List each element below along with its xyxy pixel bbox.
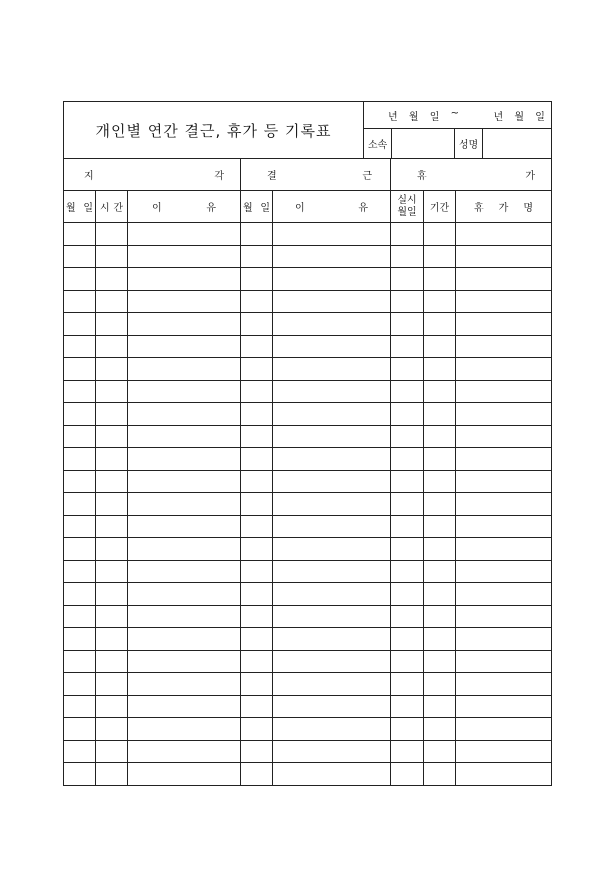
cell-leave-name[interactable]	[456, 448, 552, 471]
col-leave-actual-date	[391, 191, 424, 223]
cell-absence-reason[interactable]	[273, 650, 391, 673]
cell-tardy-reason[interactable]	[128, 493, 241, 516]
cell-leave-period[interactable]	[424, 223, 456, 246]
cell-leave-period[interactable]	[424, 583, 456, 606]
cell-leave-actual-date[interactable]	[391, 268, 424, 291]
cell-absence-reason[interactable]	[273, 718, 391, 741]
cell-tardy-month-day[interactable]	[64, 695, 96, 718]
cell-leave-period[interactable]	[424, 313, 456, 336]
table-row	[64, 560, 552, 583]
cell-leave-actual-date[interactable]	[391, 470, 424, 493]
cell-tardy-month-day[interactable]	[64, 290, 96, 313]
section-tardy-char1: 지	[84, 171, 94, 182]
cell-absence-reason[interactable]	[273, 493, 391, 516]
table-row	[64, 290, 552, 313]
records-table	[63, 158, 552, 786]
cell-leave-name[interactable]	[456, 740, 552, 763]
cell-absence-month-day[interactable]	[241, 448, 273, 471]
cell-leave-period[interactable]	[424, 763, 456, 786]
section-leave-char1: 휴	[417, 171, 427, 182]
cell-leave-actual-date[interactable]	[391, 560, 424, 583]
cell-leave-period[interactable]	[424, 515, 456, 538]
cell-absence-month-day[interactable]	[241, 493, 273, 516]
cell-leave-name[interactable]	[456, 763, 552, 786]
cell-tardy-reason[interactable]	[128, 245, 241, 268]
cell-tardy-time[interactable]	[96, 605, 128, 628]
cell-leave-actual-date[interactable]	[391, 448, 424, 471]
cell-leave-actual-date[interactable]	[391, 763, 424, 786]
col-absence-reason	[273, 191, 391, 223]
cell-absence-reason[interactable]	[273, 740, 391, 763]
col-leave-period: 기간	[424, 191, 456, 223]
cell-leave-period[interactable]	[424, 538, 456, 561]
cell-absence-reason[interactable]	[273, 673, 391, 696]
cell-absence-reason[interactable]	[273, 763, 391, 786]
cell-leave-name[interactable]	[456, 223, 552, 246]
cell-leave-actual-date[interactable]	[391, 740, 424, 763]
section-absence-char1: 결	[267, 171, 277, 182]
cell-tardy-month-day[interactable]	[64, 583, 96, 606]
table-row	[64, 605, 552, 628]
cell-tardy-time[interactable]	[96, 403, 128, 426]
col-absence-month-day	[241, 191, 273, 223]
cell-absence-month-day[interactable]	[241, 358, 273, 381]
cell-leave-period[interactable]	[424, 470, 456, 493]
col-tardy-reason-char1: 이	[152, 203, 162, 214]
cell-tardy-time[interactable]	[96, 673, 128, 696]
cell-absence-month-day[interactable]	[241, 313, 273, 336]
cell-absence-reason[interactable]	[273, 268, 391, 291]
col-tardy-reason-char2: 유	[206, 203, 216, 214]
name-field[interactable]	[483, 129, 552, 159]
cell-absence-month-day[interactable]	[241, 763, 273, 786]
cell-absence-month-day[interactable]	[241, 605, 273, 628]
cell-tardy-reason[interactable]	[128, 335, 241, 358]
section-absence	[241, 159, 391, 191]
cell-absence-reason[interactable]	[273, 560, 391, 583]
cell-absence-month-day[interactable]	[241, 470, 273, 493]
cell-leave-period[interactable]	[424, 335, 456, 358]
table-row	[64, 673, 552, 696]
col-leave-actual-line2: 월일	[397, 206, 417, 218]
cell-leave-period[interactable]	[424, 448, 456, 471]
table-row	[64, 718, 552, 741]
cell-absence-reason[interactable]	[273, 223, 391, 246]
cell-tardy-month-day[interactable]	[64, 268, 96, 291]
cell-absence-month-day[interactable]	[241, 425, 273, 448]
cell-tardy-time[interactable]	[96, 358, 128, 381]
col-leave-name-char1: 휴	[474, 203, 484, 214]
period-end-month: 월	[514, 111, 525, 123]
col-tardy-day: 일	[83, 203, 93, 214]
cell-tardy-month-day[interactable]	[64, 538, 96, 561]
col-tardy-time-char1: 시	[100, 203, 110, 214]
table-row	[64, 313, 552, 336]
cell-tardy-reason[interactable]	[128, 628, 241, 651]
cell-tardy-time[interactable]	[96, 313, 128, 336]
cell-absence-reason[interactable]	[273, 605, 391, 628]
cell-absence-reason[interactable]	[273, 245, 391, 268]
col-leave-name	[456, 191, 552, 223]
col-absence-reason-char1: 이	[295, 203, 305, 214]
cell-leave-actual-date[interactable]	[391, 583, 424, 606]
cell-tardy-time[interactable]	[96, 763, 128, 786]
col-tardy-time	[96, 191, 128, 223]
affiliation-label: 소속	[364, 129, 392, 159]
cell-absence-reason[interactable]	[273, 695, 391, 718]
cell-absence-month-day[interactable]	[241, 290, 273, 313]
cell-tardy-reason[interactable]	[128, 560, 241, 583]
cell-tardy-month-day[interactable]	[64, 718, 96, 741]
cell-leave-name[interactable]	[456, 403, 552, 426]
cell-leave-actual-date[interactable]	[391, 650, 424, 673]
cell-leave-period[interactable]	[424, 605, 456, 628]
table-row	[64, 515, 552, 538]
col-absence-day: 일	[260, 203, 270, 214]
period-end-year: 년	[493, 111, 504, 123]
cell-tardy-time[interactable]	[96, 223, 128, 246]
cell-tardy-month-day[interactable]	[64, 245, 96, 268]
cell-absence-month-day[interactable]	[241, 718, 273, 741]
cell-absence-reason[interactable]	[273, 538, 391, 561]
cell-leave-actual-date[interactable]	[391, 290, 424, 313]
cell-leave-actual-date[interactable]	[391, 718, 424, 741]
cell-absence-reason[interactable]	[273, 403, 391, 426]
cell-absence-reason[interactable]	[273, 313, 391, 336]
cell-leave-name[interactable]	[456, 268, 552, 291]
cell-leave-name[interactable]	[456, 380, 552, 403]
cell-leave-period[interactable]	[424, 245, 456, 268]
period-start-month: 월	[408, 111, 419, 123]
cell-tardy-reason[interactable]	[128, 650, 241, 673]
cell-absence-month-day[interactable]	[241, 673, 273, 696]
cell-leave-name[interactable]	[456, 470, 552, 493]
cell-tardy-month-day[interactable]	[64, 493, 96, 516]
cell-tardy-month-day[interactable]	[64, 628, 96, 651]
cell-leave-name[interactable]	[456, 313, 552, 336]
cell-tardy-time[interactable]	[96, 245, 128, 268]
cell-leave-actual-date[interactable]	[391, 313, 424, 336]
cell-absence-month-day[interactable]	[241, 223, 273, 246]
col-tardy-reason	[128, 191, 241, 223]
cell-tardy-reason[interactable]	[128, 763, 241, 786]
cell-tardy-month-day[interactable]	[64, 358, 96, 381]
cell-tardy-time[interactable]	[96, 695, 128, 718]
cell-leave-period[interactable]	[424, 560, 456, 583]
cell-absence-month-day[interactable]	[241, 560, 273, 583]
cell-tardy-reason[interactable]	[128, 718, 241, 741]
cell-tardy-month-day[interactable]	[64, 515, 96, 538]
col-leave-name-char3: 명	[523, 203, 533, 214]
cell-tardy-reason[interactable]	[128, 583, 241, 606]
cell-leave-name[interactable]	[456, 358, 552, 381]
cell-leave-period[interactable]	[424, 493, 456, 516]
cell-leave-name[interactable]	[456, 718, 552, 741]
cell-tardy-reason[interactable]	[128, 673, 241, 696]
cell-absence-month-day[interactable]	[241, 515, 273, 538]
section-tardy	[64, 159, 241, 191]
table-row	[64, 358, 552, 381]
cell-tardy-time[interactable]	[96, 290, 128, 313]
cell-tardy-reason[interactable]	[128, 515, 241, 538]
cell-leave-name[interactable]	[456, 583, 552, 606]
cell-absence-reason[interactable]	[273, 425, 391, 448]
cell-tardy-reason[interactable]	[128, 380, 241, 403]
cell-tardy-reason[interactable]	[128, 290, 241, 313]
cell-leave-period[interactable]	[424, 425, 456, 448]
cell-leave-period[interactable]	[424, 740, 456, 763]
period-cell	[364, 102, 552, 129]
col-absence-month: 월	[243, 203, 253, 214]
cell-leave-name[interactable]	[456, 425, 552, 448]
cell-leave-actual-date[interactable]	[391, 673, 424, 696]
cell-tardy-reason[interactable]	[128, 313, 241, 336]
cell-tardy-time[interactable]	[96, 538, 128, 561]
cell-absence-month-day[interactable]	[241, 245, 273, 268]
form-title: 개인별 연간 결근, 휴가 등 기록표	[64, 102, 364, 159]
table-row	[64, 493, 552, 516]
cell-leave-actual-date[interactable]	[391, 245, 424, 268]
cell-absence-month-day[interactable]	[241, 650, 273, 673]
cell-leave-period[interactable]	[424, 695, 456, 718]
table-row	[64, 763, 552, 786]
cell-leave-actual-date[interactable]	[391, 515, 424, 538]
cell-leave-name[interactable]	[456, 650, 552, 673]
cell-tardy-time[interactable]	[96, 718, 128, 741]
cell-tardy-reason[interactable]	[128, 358, 241, 381]
period-end-day: 일	[535, 111, 545, 123]
table-row	[64, 628, 552, 651]
cell-tardy-time[interactable]	[96, 740, 128, 763]
table-row	[64, 470, 552, 493]
cell-tardy-time[interactable]	[96, 560, 128, 583]
cell-absence-month-day[interactable]	[241, 403, 273, 426]
name-label: 성명	[455, 129, 483, 159]
cell-absence-month-day[interactable]	[241, 695, 273, 718]
cell-leave-period[interactable]	[424, 358, 456, 381]
form-header	[63, 101, 552, 159]
cell-absence-reason[interactable]	[273, 380, 391, 403]
cell-leave-name[interactable]	[456, 560, 552, 583]
cell-tardy-time[interactable]	[96, 493, 128, 516]
table-row	[64, 538, 552, 561]
cell-leave-actual-date[interactable]	[391, 380, 424, 403]
cell-tardy-time[interactable]	[96, 268, 128, 291]
cell-absence-reason[interactable]	[273, 515, 391, 538]
cell-absence-month-day[interactable]	[241, 335, 273, 358]
cell-tardy-month-day[interactable]	[64, 448, 96, 471]
table-row	[64, 403, 552, 426]
cell-leave-actual-date[interactable]	[391, 538, 424, 561]
cell-tardy-month-day[interactable]	[64, 605, 96, 628]
cell-tardy-reason[interactable]	[128, 470, 241, 493]
cell-tardy-time[interactable]	[96, 515, 128, 538]
cell-absence-month-day[interactable]	[241, 268, 273, 291]
cell-leave-period[interactable]	[424, 650, 456, 673]
cell-tardy-time[interactable]	[96, 380, 128, 403]
cell-tardy-month-day[interactable]	[64, 403, 96, 426]
cell-leave-actual-date[interactable]	[391, 605, 424, 628]
cell-tardy-reason[interactable]	[128, 268, 241, 291]
cell-absence-month-day[interactable]	[241, 380, 273, 403]
cell-leave-period[interactable]	[424, 290, 456, 313]
table-row	[64, 695, 552, 718]
cell-tardy-time[interactable]	[96, 470, 128, 493]
record-form	[63, 101, 551, 786]
table-row	[64, 335, 552, 358]
cell-absence-month-day[interactable]	[241, 538, 273, 561]
cell-tardy-reason[interactable]	[128, 448, 241, 471]
cell-absence-reason[interactable]	[273, 448, 391, 471]
cell-leave-period[interactable]	[424, 628, 456, 651]
period-separator: ~	[450, 107, 460, 119]
table-row	[64, 583, 552, 606]
cell-leave-actual-date[interactable]	[391, 425, 424, 448]
table-row	[64, 380, 552, 403]
cell-tardy-reason[interactable]	[128, 538, 241, 561]
cell-leave-period[interactable]	[424, 718, 456, 741]
cell-absence-reason[interactable]	[273, 335, 391, 358]
table-row	[64, 425, 552, 448]
cell-tardy-reason[interactable]	[128, 223, 241, 246]
cell-tardy-time[interactable]	[96, 628, 128, 651]
cell-tardy-month-day[interactable]	[64, 380, 96, 403]
cell-tardy-month-day[interactable]	[64, 763, 96, 786]
cell-leave-name[interactable]	[456, 245, 552, 268]
cell-leave-period[interactable]	[424, 673, 456, 696]
cell-absence-month-day[interactable]	[241, 628, 273, 651]
cell-leave-actual-date[interactable]	[391, 358, 424, 381]
table-row	[64, 650, 552, 673]
col-leave-actual-line1: 실시	[397, 194, 417, 206]
cell-leave-actual-date[interactable]	[391, 403, 424, 426]
col-tardy-time-char2: 간	[113, 203, 123, 214]
cell-leave-period[interactable]	[424, 268, 456, 291]
col-leave-name-char2: 가	[498, 203, 509, 214]
cell-tardy-month-day[interactable]	[64, 335, 96, 358]
cell-absence-month-day[interactable]	[241, 740, 273, 763]
cell-leave-actual-date[interactable]	[391, 628, 424, 651]
cell-leave-name[interactable]	[456, 695, 552, 718]
table-row	[64, 223, 552, 246]
col-tardy-month: 월	[66, 203, 76, 214]
cell-leave-name[interactable]	[456, 628, 552, 651]
section-absence-char2: 근	[362, 171, 372, 182]
cell-tardy-reason[interactable]	[128, 740, 241, 763]
cell-leave-name[interactable]	[456, 538, 552, 561]
section-leave-char2: 가	[525, 171, 535, 182]
cell-absence-reason[interactable]	[273, 583, 391, 606]
col-absence-reason-char2: 유	[358, 203, 368, 214]
cell-leave-name[interactable]	[456, 335, 552, 358]
cell-leave-name[interactable]	[456, 605, 552, 628]
cell-tardy-reason[interactable]	[128, 695, 241, 718]
period-start-year: 년	[388, 111, 398, 123]
table-row	[64, 448, 552, 471]
cell-leave-name[interactable]	[456, 515, 552, 538]
cell-absence-month-day[interactable]	[241, 583, 273, 606]
cell-leave-name[interactable]	[456, 493, 552, 516]
cell-leave-period[interactable]	[424, 380, 456, 403]
section-tardy-char2: 각	[214, 171, 224, 182]
cell-leave-period[interactable]	[424, 403, 456, 426]
cell-absence-reason[interactable]	[273, 358, 391, 381]
section-leave	[391, 159, 552, 191]
cell-tardy-month-day[interactable]	[64, 673, 96, 696]
cell-leave-actual-date[interactable]	[391, 335, 424, 358]
cell-tardy-time[interactable]	[96, 583, 128, 606]
cell-absence-reason[interactable]	[273, 628, 391, 651]
cell-tardy-reason[interactable]	[128, 605, 241, 628]
cell-leave-name[interactable]	[456, 673, 552, 696]
cell-tardy-time[interactable]	[96, 448, 128, 471]
table-row	[64, 245, 552, 268]
cell-absence-reason[interactable]	[273, 290, 391, 313]
cell-absence-reason[interactable]	[273, 470, 391, 493]
table-row	[64, 268, 552, 291]
cell-tardy-reason[interactable]	[128, 425, 241, 448]
cell-tardy-month-day[interactable]	[64, 470, 96, 493]
affiliation-field[interactable]	[392, 129, 455, 159]
cell-tardy-month-day[interactable]	[64, 313, 96, 336]
cell-tardy-time[interactable]	[96, 650, 128, 673]
cell-leave-actual-date[interactable]	[391, 493, 424, 516]
cell-tardy-month-day[interactable]	[64, 560, 96, 583]
cell-tardy-month-day[interactable]	[64, 650, 96, 673]
table-row	[64, 740, 552, 763]
cell-leave-actual-date[interactable]	[391, 695, 424, 718]
cell-tardy-month-day[interactable]	[64, 740, 96, 763]
col-tardy-month-day	[64, 191, 96, 223]
cell-tardy-time[interactable]	[96, 335, 128, 358]
period-start-day: 일	[429, 111, 440, 123]
cell-tardy-month-day[interactable]	[64, 223, 96, 246]
cell-tardy-reason[interactable]	[128, 403, 241, 426]
cell-tardy-month-day[interactable]	[64, 425, 96, 448]
cell-leave-name[interactable]	[456, 290, 552, 313]
cell-leave-actual-date[interactable]	[391, 223, 424, 246]
cell-tardy-time[interactable]	[96, 425, 128, 448]
